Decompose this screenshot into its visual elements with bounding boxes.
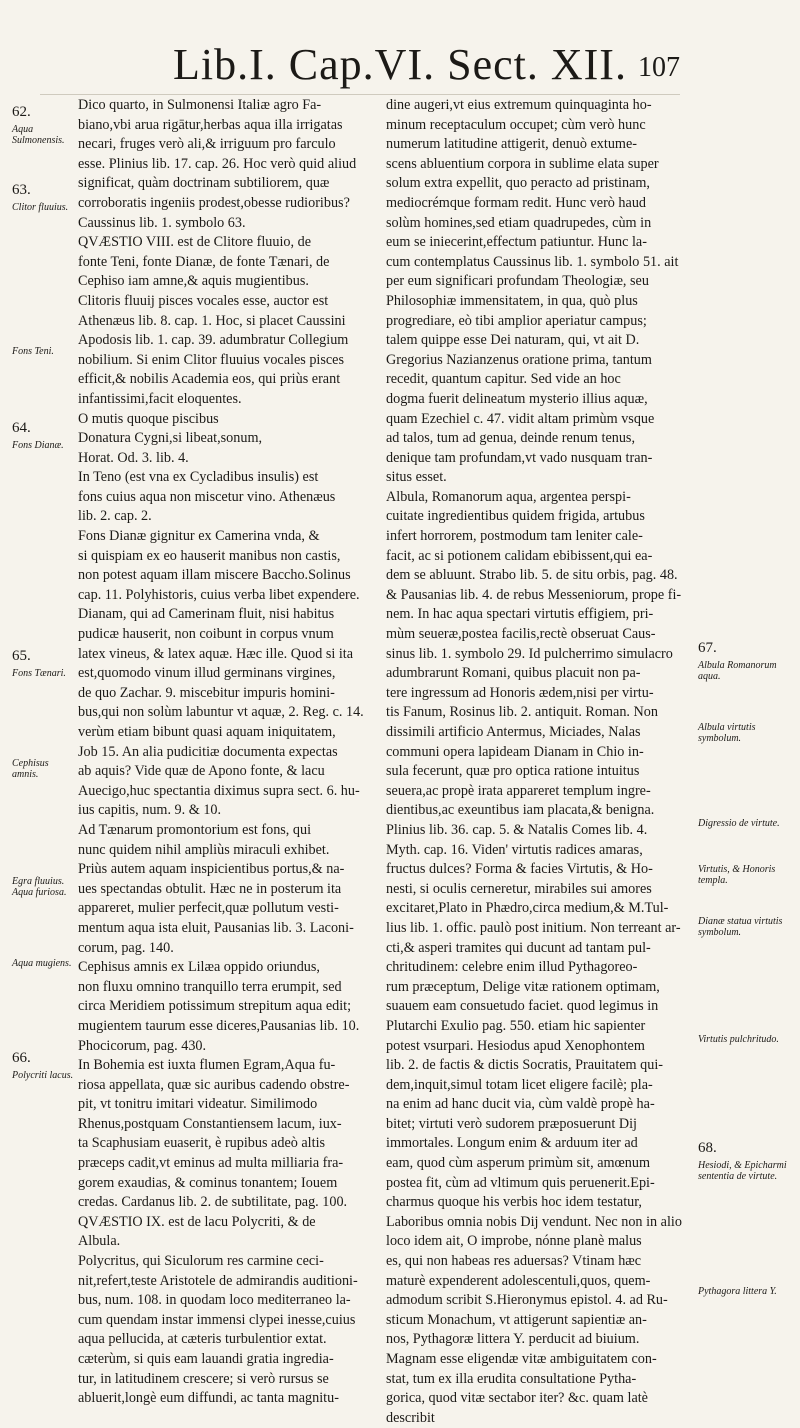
text-line: describit (386, 1409, 435, 1426)
text-line: de quo Zachar. 9. miscebitur impuris homini- (78, 684, 335, 701)
text-line: Cephiso iam amne,& aquis mugientibus. (78, 273, 309, 290)
text-line: Horat. Od. 3. lib. 4. (78, 449, 189, 466)
text-line: mùm seueræ,postea facilis,rectè obseruat Caus- (386, 626, 656, 643)
text-line: chritudinem: celebre enim illud Pythagoreo- (386, 959, 638, 976)
text-line: Job 15. An alia pudicitiæ documenta expectas (78, 743, 338, 760)
text-line: infert horrorem, postmodum tam leniter cale- (386, 528, 643, 545)
text-line: Cephisus amnis ex Lilæa oppido oriundus, (78, 959, 320, 976)
text-line: communi opera lapideam Dianam in Chio in- (386, 743, 644, 760)
text-line: na enim ad hanc ducit via, cùm valdè propè ha- (386, 1096, 655, 1113)
margin-note: Cephisus amnis. (12, 758, 49, 780)
text-line: Plinius lib. 36. cap. 5. & Natalis Comes lib. 4. (386, 821, 648, 838)
text-line: bus,qui non solùm labuntur vt aquæ, 2. Reg. c. 14. (78, 704, 364, 721)
text-line: efficit,& nobilis Academia eos, qui priùs erant (78, 371, 341, 388)
text-line: riosa appellata, quæ sic auribus cadendo obstre- (78, 1076, 350, 1093)
text-line: In Bohemia est iuxta flumen Egram,Aqua fu- (78, 1057, 336, 1074)
text-line: corroboratis ingeniis prodest,obesse rudioribus? (78, 194, 350, 211)
text-line: sinus lib. 1. symbolo 29. Id pulcherrimo simulacro (386, 645, 673, 662)
text-line: præceps cadit,vt eminus ad multa milliaria fra- (78, 1155, 344, 1172)
text-line: bus, num. 108. in quodam loco mediterraneo la- (78, 1292, 351, 1309)
text-line: esse. Plinius lib. 17. cap. 26. Hoc verò quid aliud (78, 155, 357, 172)
text-line: postea fit, cùm ad vltimum quis peruenerit.Epi- (386, 1174, 655, 1191)
text-line: potest vsurpari. Hesiodus apud Xenophontem (386, 1037, 645, 1054)
margin-note: Digressio de virtute. (698, 818, 780, 829)
text-line: Dico quarto, in Sulmonensi Italiæ agro Fa- (78, 97, 322, 113)
text-line: cuitate ingredientibus quidem frigida, artubus (386, 508, 645, 525)
text-line: tis Fanum, Rosinus lib. 2. antiquit. Roman. Non (386, 704, 658, 721)
text-line: Auecigo,huc spectantia diximus supra sect. 6. hu- (78, 782, 360, 799)
text-line: cum contemplatus Caussinus lib. 1. symbolo 51. ait (386, 253, 679, 270)
text-line: nobilium. Si enim Clitor fluuius vocales pisces (78, 351, 344, 368)
text-line: fructus dulces? Forma & facies Virtutis, & Ho- (386, 861, 653, 878)
text-line: per eum significari profundam Theologiæ, seu (386, 273, 649, 290)
text-line: stat, tum ex illa erudita consultatione Pytha- (386, 1370, 637, 1387)
text-line: dem,inquit,simul totam licet eligere facilè; pla- (386, 1076, 653, 1093)
text-line: ad talos, tum ad genua, deinde renum tenus, (386, 430, 636, 447)
text-line: latex vineus, & latex aquæ. Hæc ille. Quod si ita (78, 645, 354, 662)
text-line: ta Scaphusiam euaserit, è rupibus adeò altis (78, 1135, 326, 1152)
text-line: Albula. (78, 1233, 121, 1250)
text-line: facit, ac si potionem calidam ebibissent,qui ea- (386, 547, 653, 564)
text-line: solùm homines,sed etiam quadrupedes, cùm in (386, 214, 652, 231)
text-line: credas. Cardanus lib. 2. de subtilitate, pag. 100. (78, 1194, 348, 1211)
text-line: excitaret,Plato in Phædro,circa medium,& M.Tul- (386, 900, 669, 917)
text-line: rum præceptum, Delige vitæ rationem optimam, (386, 978, 660, 995)
text-line: seuera,ac propè irata appareret templum ingre- (386, 782, 651, 799)
text-line: Phocicorum, pag. 430. (78, 1037, 207, 1054)
margin-number: 65. (12, 648, 31, 664)
chapter-heading: Lib.I. Cap.VI. Sect. XII. (173, 40, 627, 89)
text-line: O mutis quoque piscibus (78, 410, 219, 427)
margin-note: Hesiodi, & Epicharmi sententia de virtute. (698, 1160, 787, 1182)
text-line: recedit, quantum capitur. Sed vide an hoc (386, 371, 621, 388)
text-line: abluerit,longè eum diffundi, ac tanta magnitu- (78, 1390, 339, 1407)
text-line: non potest aquam illam miscere Baccho.Solinus (78, 567, 351, 584)
text-line: eam, quod cùm asperum primùm sit, amœnum (386, 1155, 650, 1172)
margin-note: Virtutis pulchritudo. (698, 1034, 779, 1045)
text-line: es, qui non habeas res aduersas? Vtinam hæc (386, 1253, 642, 1270)
text-line: solum extra expellit, quo peracto ad pristinam, (386, 175, 650, 192)
text-line: mediocrémque formam redit. Hunc verò haud (386, 194, 647, 211)
text-line: mugientem taurum esse diceres,Pausanias lib. 10. (78, 1017, 360, 1034)
text-line: verùm etiam bibunt quasi aquam iniquitatem, (78, 724, 336, 740)
text-line: Priùs autem aquam inspicientibus portus,& na- (78, 861, 345, 878)
text-line: maturè expenderent adolescentuli,quos, quem- (386, 1272, 651, 1289)
margin-number: 68. (698, 1140, 717, 1156)
margin-note: Clitor fluuius. (12, 202, 69, 213)
text-line: admodum scribit S.Hieronymus epistol. 4. ad Ru- (386, 1292, 668, 1309)
text-line: charmus quoque his verbis hoc idem testatur, (386, 1194, 642, 1211)
margin-note: Polycriti lacus. (12, 1070, 74, 1081)
text-line: lib. 2. cap. 2. (78, 508, 152, 525)
text-line: sula fecerunt, quæ pro optica ratione intuitus (386, 763, 640, 780)
text-line: sticum Monachum, vt attigerunt sapientiæ an- (386, 1311, 647, 1328)
text-line: non fluxu omnino tranquillo terra erumpit, sed (78, 978, 342, 995)
text-line: ab aquis? Vide quæ de Apono fonte, & lacu (78, 763, 325, 780)
text-line: Polycritus, qui Siculorum res carmine ceci- (78, 1253, 324, 1270)
text-line: fonte Teni, fonte Dianæ, de fonte Tænari, de (78, 253, 330, 270)
text-line: cum quendam instar immensi clypei inesse,cuius (78, 1311, 356, 1328)
text-line: immortales. Longum enim & arduum iter ad (386, 1135, 638, 1152)
text-line: Laboribus omnia nobis Dij vendunt. Nec non in alio (386, 1213, 682, 1230)
text-line: talem quippe esse Dei naturam, qui, vt ait D. (386, 332, 640, 349)
text-line: Gregorius Nazianzenus oratione prima, tantum (386, 351, 652, 368)
margin-note: Virtutis, & Honoris templa. (698, 864, 776, 886)
text-line: corum, pag. 140. (78, 939, 174, 956)
text-line: lius lib. 1. offic. paulò post initium. Non terreant ar- (386, 919, 681, 936)
margin-note: Fons Dianæ. (12, 440, 64, 451)
text-line: progrediare, eò tibi amplior aperiatur campus; (386, 312, 647, 329)
text-line: circa Meridiem potissimum strepitum aqua edit; (78, 998, 352, 1015)
text-line: adumbrarunt Romani, quibus placuit non pa- (386, 665, 641, 682)
text-line: biano,vbi arua rigātur,herbas aqua illa irrigatas (78, 116, 343, 133)
header-rule (40, 94, 680, 95)
text-line: suauem eam consuetudo faciet. quod legimus in (386, 998, 659, 1015)
margin-note: Fons Teni. (12, 346, 54, 357)
text-line: tere ingressum ad Honoris ædem,nisi per virtu- (386, 684, 654, 701)
text-line: gorem exaudias, & cominus tonantem; Iouem (78, 1174, 338, 1191)
margin-note: Aqua mugiens. (12, 958, 72, 969)
text-line: significat, quàm doctrinam subtiliorem, quæ (78, 175, 330, 192)
text-line: cti,& asperi tramites qui ducunt ad tantam pul- (386, 939, 651, 956)
text-line: denique tam profundam,vt vado nusquam tran- (386, 449, 653, 466)
text-line: cap. 11. Polyhistoris, cuius verba libet expendere. (78, 586, 360, 603)
text-line: fons cuius aqua non miscetur vino. Athenæus (78, 488, 336, 505)
margin-note: Egra fluuius. Aqua furiosa. (12, 876, 67, 898)
text-line: Caussinus lib. 1. symbolo 63. (78, 214, 246, 231)
text-line: Myth. cap. 16. Viden' virtutis radices amaras, (386, 841, 643, 858)
text-line: Albula, Romanorum aqua, argentea perspi- (386, 488, 631, 505)
text-line: cæterùm, si quis eam lauandi gratia ingredia- (78, 1351, 334, 1367)
text-line: situs esset. (386, 469, 447, 486)
margin-note: Aqua Sulmonensis. (12, 124, 65, 146)
text-line: pudicæ hauserit, non coibunt in corpus vnum (78, 626, 334, 643)
text-line: bitet; virtuti verò sudorem præposuerunt Dij (386, 1115, 638, 1132)
text-line: Plutarchi Exulio pag. 550. etiam hic sapienter (386, 1017, 646, 1034)
text-line: QVÆSTIO VIII. est de Clitore fluuio, de (78, 234, 312, 251)
text-line: QVÆSTIO IX. est de lacu Polycriti, & de (78, 1213, 316, 1230)
text-line: dientibus,ac exeuntibus iam placata,& benigna. (386, 802, 655, 819)
text-line: Ad Tænarum promontorium est fons, qui (78, 821, 312, 838)
text-line: Dianam, qui ad Camerinam fluit, nisi habitus (78, 606, 335, 623)
margin-note: Fons Tænari. (12, 668, 66, 679)
text-line: ius capitis, num. 9. & 10. (78, 802, 222, 819)
text-line: loco idem ait, O improbe, nónne planè malus (386, 1233, 642, 1250)
text-line: infantissimi,facit eloquentes. (78, 390, 242, 407)
text-line: Apodosis lib. 1. cap. 39. adumbratur Collegium (78, 332, 349, 349)
margin-number: 64. (12, 420, 31, 436)
text-line: quam Ezechiel c. 47. vidit altam primùm vsque (386, 410, 655, 427)
text-line: Magnam esse eligendæ vitæ ambiguitatem con- (386, 1351, 657, 1367)
text-line: tur, in latitudinem crescere; si verò rursus se (78, 1370, 329, 1387)
margin-number: 62. (12, 104, 31, 120)
text-line: Athenæus lib. 8. cap. 1. Hoc, si placet Caussini (78, 312, 346, 329)
text-line: ues spectandas obtulit. Hæc ne in posterum ita (78, 880, 342, 897)
text-line: & Pausanias lib. 4. de rebus Messeniorum, prope fi- (386, 586, 682, 603)
running-header (0, 40, 800, 90)
text-line: Rhenus,postquam Constantiensem lacum, iux- (78, 1115, 342, 1132)
margin-note: Albula virtutis symbolum. (698, 722, 756, 744)
text-line: In Teno (est vna ex Cycladibus insulis) est (78, 469, 319, 486)
text-line: est,quomodo vinum illud germinans virgines, (78, 665, 336, 682)
text-line: Philosophiæ immensitatem, in qua, quò plus (386, 292, 638, 309)
margin-number: 67. (698, 640, 717, 656)
margin-number: 63. (12, 182, 31, 198)
text-line: dine augeri,vt eius extremum quinquaginta ho- (386, 97, 652, 113)
text-line: aqua pellucida, at cæteris turbulentior extat. (78, 1331, 327, 1348)
margin-note: Pythagora littera Y. (698, 1286, 777, 1297)
text-line: eum se iniecerint,effectum patiuntur. Hunc la- (386, 234, 647, 251)
text-line: appareret, mulier perfecit,quæ pollutum vesti- (78, 900, 339, 917)
page-number: 107 (638, 52, 680, 83)
text-line: dogma fuerit delineatum mysterio illius aquæ, (386, 390, 648, 407)
text-line: gorica, quod vitæ sectabor iter? &c. quam latè (386, 1390, 648, 1407)
text-line: numerum latitudine attigerit, denuò extume- (386, 136, 637, 153)
text-line: nesti, si oculis cerneretur, mirabiles sui amores (386, 880, 652, 897)
margin-number: 66. (12, 1050, 31, 1066)
text-line: Fons Dianæ gignitur ex Camerina vnda, & (78, 528, 320, 545)
text-line: dem se abluunt. Strabo lib. 5. de situ orbis, pag. 48. (386, 567, 678, 584)
text-line: necari, fruges verò ali,& irriguum pro farculo (78, 136, 336, 153)
text-line: dissimili artificio Antermus, Miciades, Nalas (386, 724, 641, 740)
text-line: Donatura Cygni,si libeat,sonum, (78, 430, 263, 447)
text-line: pit, vt tonitru imitari videatur. Similimodo (78, 1096, 318, 1113)
text-line: nit,refert,teste Aristotele de admirandis auditioni- (78, 1272, 358, 1289)
text-line: lib. 2. de factis & dictis Socratis, Prauitatem qui- (386, 1057, 663, 1074)
text-line: Clitoris fluuij pisces vocales esse, auctor est (78, 292, 329, 309)
text-line: minum receptaculum occupet; cùm verò hunc (386, 116, 646, 133)
text-line: scens abluentium corpora in sublime elata super (386, 155, 659, 172)
text-line: nunc quidem nihil ampliùs miraculi exhibet. (78, 841, 330, 858)
text-line: si quispiam ex eo hauserit manibus non castis, (78, 547, 341, 564)
right-text-column (386, 96, 686, 1428)
text-line: nem. In hac aqua spectari virtutis effigiem, pri- (386, 606, 654, 623)
text-line: nos, Pythagoræ littera Y. perducit ad biuium. (386, 1331, 640, 1348)
margin-note: Albula Romanorum aqua. (698, 660, 777, 682)
text-line: mentum aqua ista eluit, Pausanias lib. 3. Laconi- (78, 919, 354, 936)
margin-note: Dianæ statua virtutis symbolum. (698, 916, 783, 938)
left-text-column (78, 96, 378, 1409)
